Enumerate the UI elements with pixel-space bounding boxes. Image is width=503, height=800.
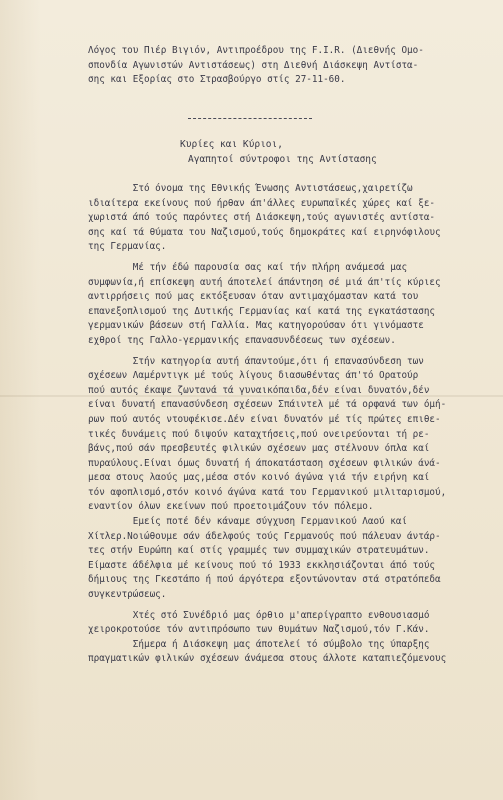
paragraph <box>88 261 446 349</box>
text-line: τικές δυνάμεις πού διψούν καταχτήσεις,πού ονειρεύονται τή ρε- <box>88 428 430 440</box>
text-line: Μέ τήν έδώ παρουσία σας καί τήν πλήρη ανάμεσά μας <box>88 261 408 273</box>
text-line: Είμαστε άδέλφια μέ κείνους πού τό 1933 εκκλησιάζονται άπό τούς <box>88 559 436 571</box>
text-line: Στήν κατηγορία αυτή άπαντούμε,ότι ή επανασύνδεση των <box>88 355 424 367</box>
text-line: επανεξοπλισμού της Δυτικής Γερμανίας καί κατά της εγκατάστασης <box>88 305 436 317</box>
text-line: συμφωνία,ή επίσκεψη αυτή άποτελεί άπάντηση σέ μιά άπ'τίς κύριες <box>88 276 441 288</box>
text-line: χειροκροτούσε τόν αντιπρόσωπο των θυμάτων Ναζισμού,τόν Γ.Κάν. <box>88 624 430 636</box>
text-line: της Γερμανίας. <box>88 241 167 253</box>
paragraph <box>88 515 446 603</box>
document-header <box>88 44 424 88</box>
header-line: σης και Εξορίας στο Στρασβούργο στίς 27-11-60. <box>88 74 346 86</box>
paragraph <box>88 182 446 255</box>
text-line: συγκεντρώσεως. <box>88 589 167 601</box>
header-divider <box>188 118 312 119</box>
text-line: δήμιους της Γκεστάπο ή πού άργότερα εξοντώνονταν στά στρατόπεδα <box>88 574 441 586</box>
text-line: μεσα στους λαούς μας,μέσα στόν κοινό άγώνα γιά τήν ειρήνη καί <box>88 472 430 484</box>
text-line: ιδιαίτερα εκείνους πού ήρθαν άπ'άλλες ευρωπαϊκές χώρες καί ξε- <box>88 197 436 209</box>
text-line: Χίτλερ.Νοιώθουμε σάν άδελφούς τούς Γερμανούς πού πάλευαν άντάρ- <box>88 530 441 542</box>
text-line: πραγματικών φιλικών σχέσεων άνάμεσα στους άλλοτε καταπιεζόμενους <box>88 653 447 665</box>
text-line: πυραύλους.Είναι όμως δυνατή ή άποκατάσταση σχέσεων φιλικών άνά- <box>88 457 441 469</box>
text-line: εναντίον όλων εκείνων πού προετοιμάζουν τόν πόλεμο. <box>88 501 374 513</box>
paragraph <box>88 355 446 516</box>
text-line: ρων πού αυτός ντουφέκισε.Δέν είναι δυνατόν μέ τίς πρώτες επιθε- <box>88 413 441 425</box>
header-line: Λόγος του Πιέρ Βιγιόν, Αντιπροέδρου της F.I.R. (Διεθνής Ομο- <box>88 45 424 56</box>
paragraph <box>88 609 446 667</box>
text-line: σχέσεων Λαμέρντιγκ μέ τούς λίγους διασωθέντας άπ'τό Ορατούρ <box>88 370 419 382</box>
text-line: πού αυτός έκαψε ζωντανά τά γυναικόπαιδα,δέν είναι δυνατόν,δέν <box>88 384 430 396</box>
paper-edge-shading <box>0 0 40 800</box>
salutation-line: Αγαπητοί σύντροφοι της Αντίστασης <box>188 153 377 165</box>
salutation <box>180 138 377 167</box>
text-line: τόν αφοπλισμό,στόν κοινό άγώνα κατά του Γερμανικού μιλιταρισμού, <box>88 486 447 498</box>
text-line: Στό όνομα της Εθνικής Ένωσης Αντιστάσεως,χαιρετίζω <box>88 183 413 194</box>
text-line: χωριστά άπό τούς παρόντες στή Διάσκεψη,τούς αγωνιστές αντίστα- <box>88 212 436 224</box>
header-line: σπονδία Αγωνιστών Αντιστάσεως) στη Διεθνή Διάσκεψη Αντίστα- <box>88 59 419 71</box>
text-line: είναι δυνατή επανασύνδεση σχέσεων Σπάιντελ μέ τά ορφανά των όμή- <box>88 399 447 411</box>
speech-body <box>88 182 446 667</box>
text-line: βάνς,πού σάν πρεσβευτές φιλικών σχέσεων μας στέλνουν όπλα καί <box>88 443 430 455</box>
text-line: σης καί τά θύματα του Ναζισμού,τούς δημοκράτες καί ειρηνόφιλους <box>88 226 441 238</box>
text-line: Σήμερα ή Διάσκεψη μας άποτελεί τό σύμβολο της ύπαρξης <box>88 638 430 650</box>
text-line: γερμανικών βάσεων στή Γαλλία. Μας κατηγορούσαν ότι γινόμαστε <box>88 320 424 332</box>
text-line: Χτές στό Συνέδριό μας όρθιο μ'απερίγραπτο ενθουσιασμό <box>88 609 430 621</box>
salutation-line: Κυρίες και Κύριοι, <box>180 139 283 150</box>
text-line: τες στήν Ευρώπη καί στίς γραμμές των συμμαχικών στρατευμάτων. <box>88 545 430 557</box>
text-line: εχθροί της Γαλλο-γερμανικής επανασυνδέσεως των σχέσεων. <box>88 334 396 346</box>
text-line: Εμείς ποτέ δέν κάναμε σύγχυση Γερμανικού Λαού καί <box>88 516 408 528</box>
text-line: αντιρρήσεις πού μας εκτόξευσαν όταν αντιμαχόμασταν κατά του <box>88 291 419 303</box>
